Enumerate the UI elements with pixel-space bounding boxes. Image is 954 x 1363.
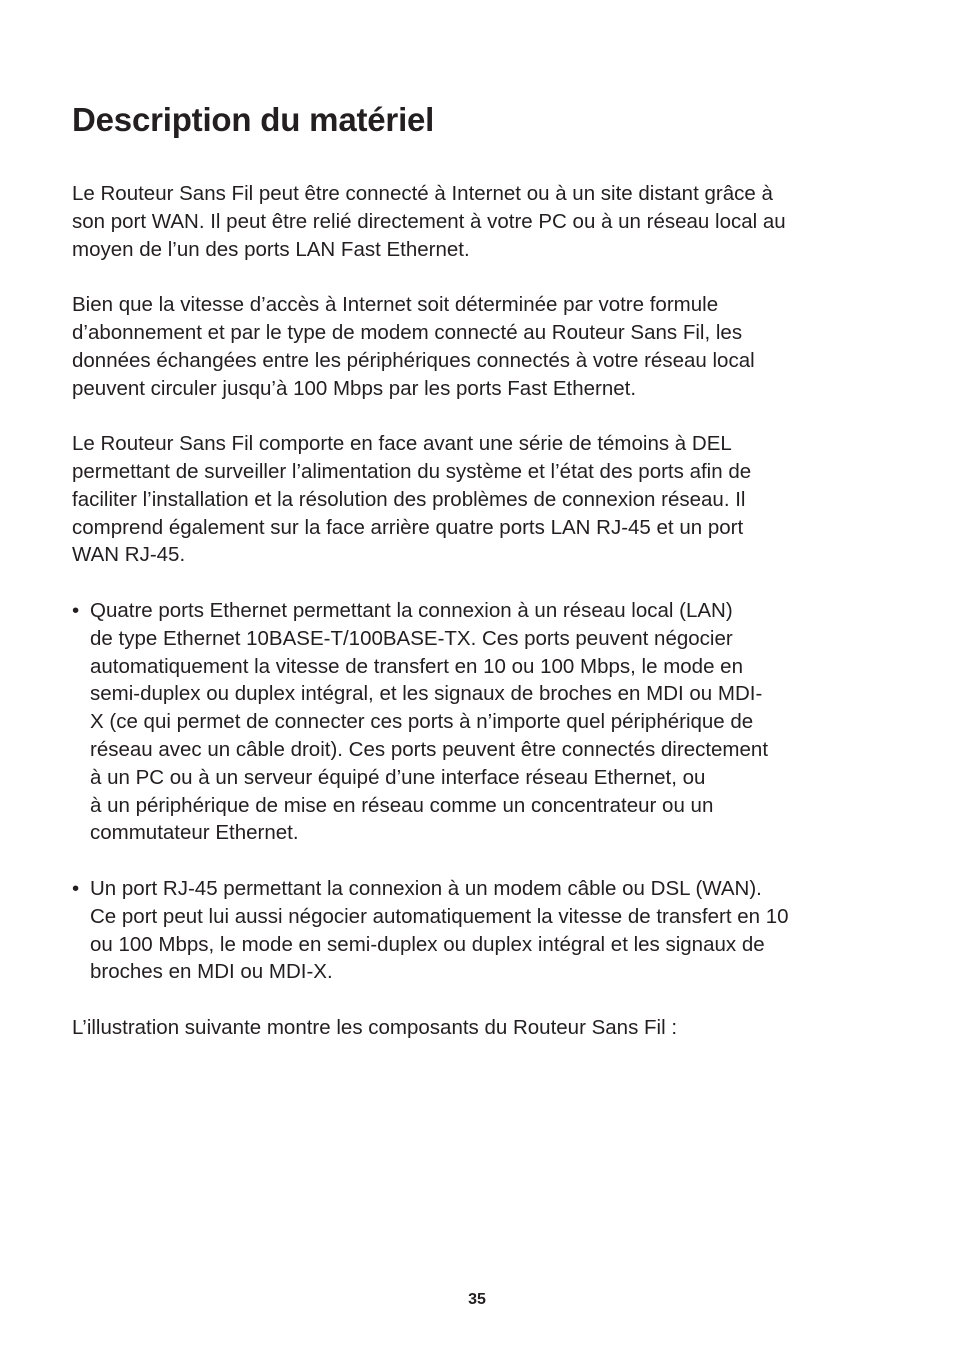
text-line: réseau avec un câble droit). Ces ports peuvent être connectés directement — [90, 737, 769, 761]
text-line: L’illustration suivante montre les composants du Routeur Sans Fil : — [72, 1015, 678, 1039]
text-line: WAN RJ-45. — [72, 543, 186, 567]
text-line: son port WAN. Il peut être relié directement à votre PC ou à un réseau local au — [72, 209, 786, 233]
text-line: Un port RJ-45 permettant la connexion à un modem câble ou DSL (WAN). — [90, 876, 762, 900]
text-line: à un PC ou à un serveur équipé d’une interface réseau Ethernet, ou — [90, 765, 706, 789]
text-line: à un périphérique de mise en réseau comme un concentrateur ou un — [90, 793, 714, 817]
text-line: données échangées entre les périphériques connectés à votre réseau local — [72, 348, 755, 372]
text-line: de type Ethernet 10BASE-T/100BASE-TX. Ces ports peuvent négocier — [90, 626, 733, 650]
text-line: moyen de l’un des ports LAN Fast Ethernet. — [72, 237, 470, 261]
text-line: semi-duplex ou duplex intégral, et les signaux de broches en MDI ou MDI- — [90, 682, 763, 706]
text-line: commutateur Ethernet. — [90, 821, 299, 845]
document-page — [72, 96, 892, 1070]
bullet-item-lan-ports — [72, 597, 892, 847]
paragraph-closing — [72, 1014, 892, 1042]
bullet-item-wan-port — [72, 875, 892, 986]
text-line: Le Routeur Sans Fil comporte en face avant une série de témoins à DEL — [72, 432, 732, 456]
page-number: 35 — [468, 1291, 486, 1308]
text-line: Ce port peut lui aussi négocier automatiquement la vitesse de transfert en 10 — [90, 904, 789, 928]
bullet-icon: • — [72, 876, 80, 900]
paragraph-leds — [72, 430, 892, 569]
text-line: Bien que la vitesse d’accès à Internet soit déterminée par votre formule — [72, 293, 719, 317]
text-line: d’abonnement et par le type de modem connecté au Routeur Sans Fil, les — [72, 320, 743, 344]
text-line: broches en MDI ou MDI-X. — [90, 960, 333, 984]
text-line: permettant de surveiller l’alimentation du système et l’état des ports afin de — [72, 459, 752, 483]
bullet-icon: • — [72, 598, 80, 622]
text-line: Le Routeur Sans Fil peut être connecté à Internet ou à un site distant grâce à — [72, 182, 773, 205]
text-line: peuvent circuler jusqu’à 100 Mbps par les ports Fast Ethernet. — [72, 376, 637, 400]
text-line: automatiquement la vitesse de transfert en 10 ou 100 Mbps, le mode en — [90, 654, 743, 678]
text-line: faciliter l’installation et la résolution des problèmes de connexion réseau. Il — [72, 487, 746, 511]
paragraph-speed — [72, 291, 892, 402]
text-line: ou 100 Mbps, le mode en semi-duplex ou duplex intégral et les signaux de — [90, 932, 765, 956]
text-line: Quatre ports Ethernet permettant la connexion à un réseau local (LAN) — [90, 598, 733, 622]
paragraph-intro — [72, 180, 892, 263]
text-line: comprend également sur la face arrière quatre ports LAN RJ-45 et un port — [72, 515, 744, 539]
text-line: X (ce qui permet de connecter ces ports à n’importe quel périphérique de — [90, 710, 754, 734]
page-title: Description du matériel — [72, 101, 435, 138]
